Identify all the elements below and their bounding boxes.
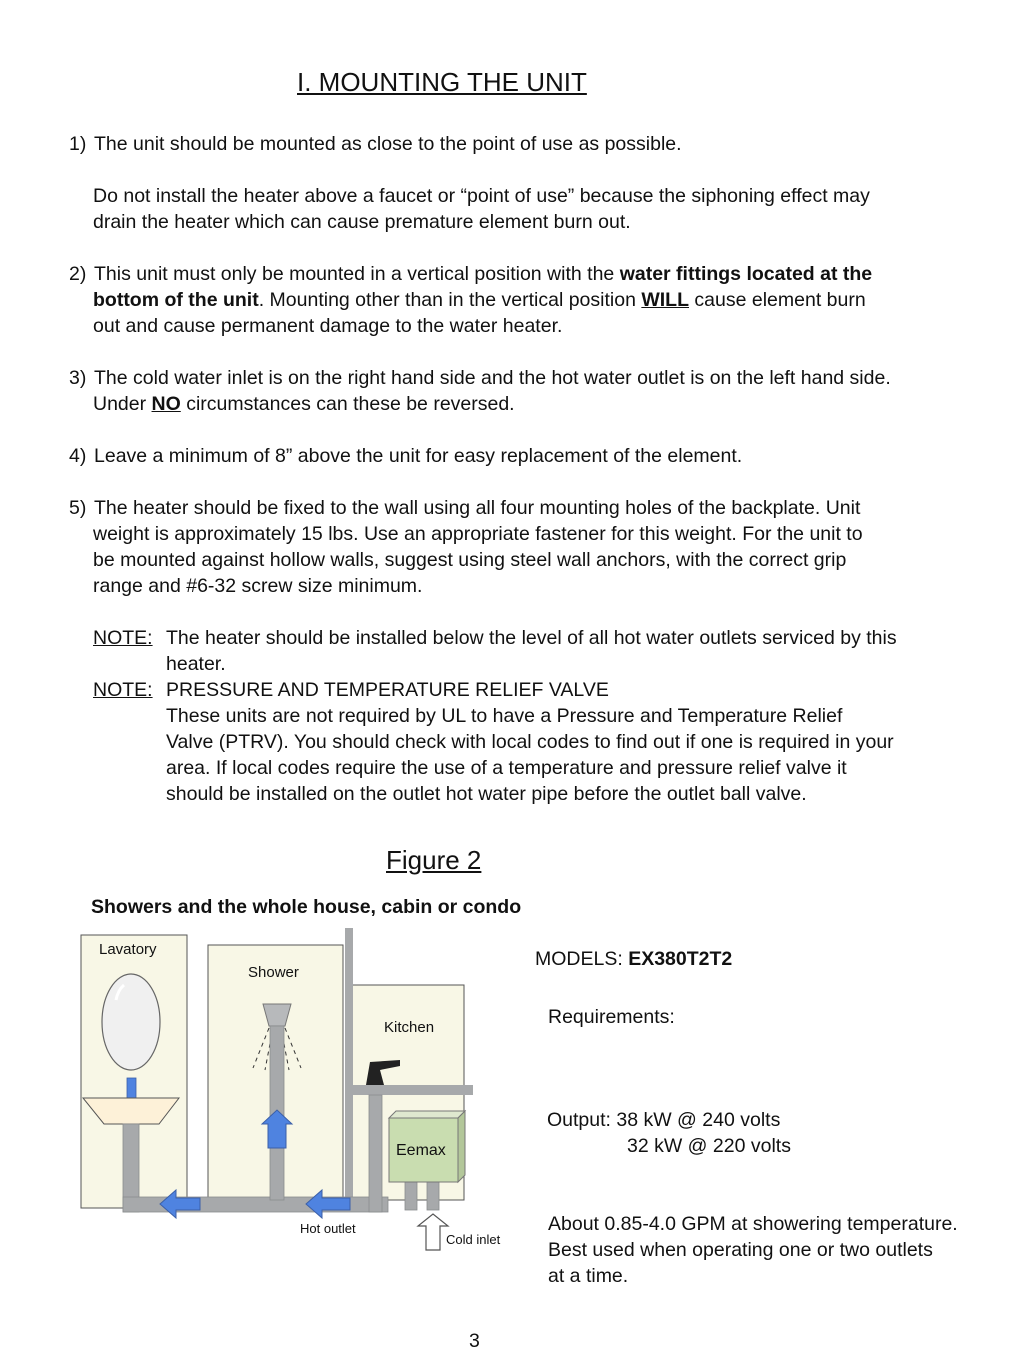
item-2-line2 [93, 287, 866, 313]
note-2-label: NOTE: [93, 679, 153, 701]
figure-title: Figure 2 [386, 845, 482, 875]
wall-divider [345, 928, 353, 1210]
heater-side [458, 1111, 465, 1182]
item-2-line2-end: cause element burn [689, 289, 866, 311]
models-label: MODELS: [535, 948, 629, 970]
item-3-number: 3) [69, 367, 87, 389]
lavatory-faucet-icon [127, 1078, 136, 1098]
models-value: EX380T2T2 [628, 948, 733, 970]
item-5-line1: The heater should be fixed to the wall using all four mounting holes of the backplate. Unit [94, 497, 861, 519]
item-5-line4: range and #6-32 screw size minimum. [93, 575, 423, 597]
gpm-line1: About 0.85-4.0 GPM at showering temperature. [548, 1213, 958, 1235]
item-2-line1-text: This unit must only be mounted in a vertical position with the [94, 263, 620, 285]
models-line [535, 948, 732, 971]
shower-label: Shower [248, 964, 299, 981]
item-3-line1: The cold water inlet is on the right hand side and the hot water outlet is on the left hand side. [94, 367, 891, 389]
gpm-line2: Best used when operating one or two outlets [548, 1239, 933, 1261]
note-2-line5: should be installed on the outlet hot water pipe before the outlet ball valve. [166, 783, 807, 805]
lavatory-label: Lavatory [99, 941, 157, 958]
item-2-line1 [94, 261, 872, 287]
item-1-para2-line1: Do not install the heater above a faucet or “point of use” because the siphoning effect may [93, 185, 870, 207]
page-title: I. MOUNTING THE UNIT [297, 67, 587, 97]
item-5-line3: be mounted against hollow walls, suggest using steel wall anchors, with the correct grip [93, 549, 847, 571]
item-5-number: 5) [69, 497, 87, 519]
item-2-bold-fittings: water fittings located at the [619, 263, 873, 285]
item-2-line3: out and cause permanent damage to the water heater. [93, 315, 563, 337]
requirements-label: Requirements: [548, 1006, 675, 1028]
page-number: 3 [469, 1330, 480, 1352]
item-4-number: 4) [69, 445, 87, 467]
item-3-line2-end: circumstances can these be reversed. [180, 393, 515, 415]
item-4-line1: Leave a minimum of 8” above the unit for easy replacement of the element. [94, 445, 743, 467]
item-3-line2 [93, 391, 515, 417]
note-1-line1: The heater should be installed below the level of all hot water outlets serviced by this [166, 627, 897, 649]
item-1-text: The unit should be mounted as close to the point of use as possible. [94, 133, 682, 155]
hot-outlet-label: Hot outlet [300, 1221, 356, 1236]
note-1-label: NOTE: [93, 627, 153, 649]
item-2-number: 2) [69, 263, 87, 285]
item-2-bold-bottom: bottom of the unit [93, 289, 259, 311]
output-line1: Output: 38 kW @ 240 volts [547, 1109, 781, 1131]
kitchen-counter [345, 1085, 473, 1095]
item-1-number: 1) [69, 133, 87, 155]
gpm-line3: at a time. [548, 1265, 629, 1287]
kitchen-label: Kitchen [384, 1019, 435, 1036]
item-3-line2-text: Under [93, 393, 152, 415]
note-2-line3: Valve (PTRV). You should check with local codes to find out if one is required in your [166, 731, 894, 753]
cold-inlet-label: Cold inlet [446, 1232, 501, 1247]
item-2-will-emphasis: WILL [641, 289, 689, 311]
note-2-line1: PRESSURE AND TEMPERATURE RELIEF VALVE [166, 679, 609, 701]
note-2-line2: These units are not required by UL to have a Pressure and Temperature Relief [166, 705, 843, 727]
figure-subtitle: Showers and the whole house, cabin or condo [91, 896, 522, 918]
item-1-para2-line2: drain the heater which can cause premature element burn out. [93, 211, 631, 233]
note-2-line4: area. If local codes require the use of a temperature and pressure relief valve it [166, 757, 847, 779]
heater-top [389, 1111, 465, 1118]
cold-inlet-arrow-icon [418, 1214, 448, 1250]
item-5-line2: weight is approximately 15 lbs. Use an appropriate fastener for this weight. For the unit to [93, 523, 863, 545]
mirror-icon [102, 974, 160, 1070]
item-3-no-emphasis: NO [151, 393, 181, 415]
note-1-line2: heater. [166, 653, 226, 675]
eemax-label: Eemax [396, 1142, 446, 1159]
item-2-line2-text: . Mounting other than in the vertical position [258, 289, 642, 311]
output-line2: 32 kW @ 220 volts [627, 1135, 791, 1157]
